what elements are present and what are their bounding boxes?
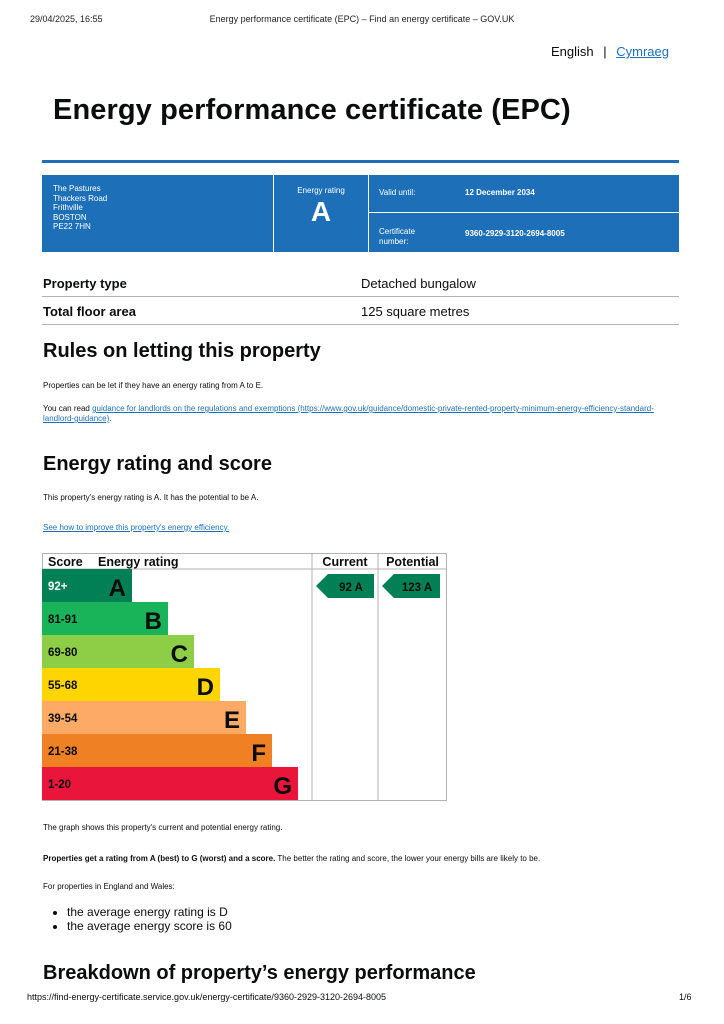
rating-explanation <box>43 854 540 864</box>
guidance-suffix: . <box>109 414 112 423</box>
certificate-number-label: Certificate number: <box>379 227 416 246</box>
certificate-number-value: 9360-2929-3120-2694-8005 <box>465 229 565 238</box>
rating-explanation-bold: Properties get a rating from A (best) to G (worst) and a score. <box>43 854 276 863</box>
print-datetime: 29/04/2025, 16:55 <box>30 14 103 24</box>
floor-area-key: Total floor area <box>43 304 136 319</box>
guidance-link-text[interactable]: guidance for landlords on the regulations and exemptions <box>92 404 296 413</box>
rules-guidance-text <box>43 404 663 424</box>
property-address <box>53 184 107 232</box>
chart-header-potential: Potential <box>386 555 439 569</box>
language-current: English <box>550 44 594 59</box>
address-line: PE22 7HN <box>53 222 91 231</box>
rules-text: Properties can be let if they have an energy rating from A to E. <box>43 381 264 390</box>
chart-header-current: Current <box>322 555 368 569</box>
band-score-label: 1-20 <box>48 779 72 791</box>
property-type-value: Detached bungalow <box>361 276 476 291</box>
band-score-label: 39-54 <box>48 713 78 725</box>
address-line: Thackers Road <box>53 193 108 203</box>
summary-divider <box>368 175 369 252</box>
language-separator: | <box>603 44 607 59</box>
band-score-label: 92+ <box>48 581 68 593</box>
band-score-label: 81-91 <box>48 614 78 626</box>
band-letter: E <box>223 707 240 734</box>
rating-heading: Energy rating and score <box>43 453 272 475</box>
print-footer-page: 1/6 <box>679 992 692 1002</box>
averages-list <box>53 905 232 933</box>
address-line: The Pastures <box>53 184 101 193</box>
floor-area-row <box>42 297 679 325</box>
england-wales-text: For properties in England and Wales: <box>43 882 175 891</box>
band-letter: F <box>251 740 266 767</box>
property-type-key: Property type <box>43 276 127 291</box>
guidance-link-url[interactable]: (https://www.gov.uk/guidance/domestic-private-rented-property-minimum-energy-efficiency-standard-landlord-guidance) <box>43 404 654 423</box>
breakdown-heading: Breakdown of property’s energy performance <box>43 962 476 984</box>
chart-header-score: Score <box>48 555 83 569</box>
energy-rating-chart <box>42 553 447 801</box>
energy-rating-label: Energy rating <box>297 186 345 195</box>
improve-efficiency-link[interactable]: See how to improve this property's energy efficiency. <box>43 523 230 532</box>
floor-area-value: 125 square metres <box>361 304 470 319</box>
property-type-row <box>42 269 679 297</box>
print-footer-url: https://find-energy-certificate.service.gov.uk/energy-certificate/9360-2929-3120-2694-8005 <box>27 992 387 1002</box>
band-letter: B <box>144 608 162 635</box>
valid-until-label: Valid until: <box>379 188 416 197</box>
address-line: Frithville <box>53 203 83 212</box>
guidance-link[interactable] <box>43 404 654 423</box>
chart-header-rating: Energy rating <box>98 555 179 569</box>
graph-caption: The graph shows this property's current and potential energy rating. <box>43 823 283 832</box>
band-letter: C <box>170 641 188 668</box>
band-letter: A <box>108 575 126 602</box>
guidance-prefix: You can read <box>43 404 93 413</box>
rules-heading: Rules on letting this property <box>43 340 321 362</box>
valid-until-value: 12 December 2034 <box>465 188 535 197</box>
language-link-cymraeg[interactable]: Cymraeg <box>616 44 669 59</box>
page-title: Energy performance certificate (EPC) <box>53 94 571 126</box>
list-item: • the average energy score is 60 <box>67 919 232 933</box>
potential-rating-label: 123 A <box>401 582 433 594</box>
rating-text: This property's energy rating is A. It has the potential to be A. <box>43 493 259 502</box>
language-switcher <box>551 44 669 59</box>
band-bar <box>42 767 298 800</box>
list-item: • the average energy rating is D <box>67 905 232 919</box>
rating-explanation-rest: The better the rating and score, the lower your energy bills are likely to be. <box>275 854 541 863</box>
title-divider <box>42 160 679 163</box>
band-score-label: 55-68 <box>48 680 78 692</box>
address-line: BOSTON <box>53 212 87 222</box>
energy-rating-value: A <box>310 196 332 227</box>
band-letter: G <box>273 773 292 800</box>
band-score-label: 21-38 <box>48 746 78 758</box>
band-letter: D <box>196 674 214 701</box>
current-rating-label: 92 A <box>339 582 363 594</box>
print-title: Energy performance certificate (EPC) – Find an energy certificate – GOV.UK <box>209 14 515 24</box>
summary-divider <box>369 212 679 213</box>
band-score-label: 69-80 <box>48 647 78 659</box>
